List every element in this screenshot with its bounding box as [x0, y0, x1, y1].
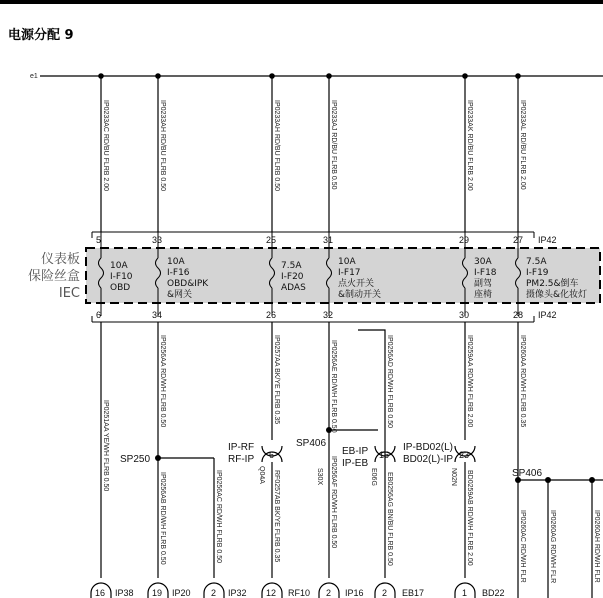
connector-IP16: [319, 583, 364, 598]
wire-label: IP0256AA RD/WH FLRB 0.50: [159, 335, 166, 428]
lower-wire-labels: [102, 335, 526, 491]
inline-connector-label: IP-EB: [342, 458, 369, 469]
page-title: 电源分配 9: [8, 28, 74, 43]
fuse-rating: 10A: [338, 257, 356, 267]
inline-connector-label: IP-RF: [228, 442, 255, 453]
fuse-rating: 10A: [110, 261, 128, 271]
splice-label: SP406: [296, 438, 327, 449]
connector-EB17: [375, 583, 424, 598]
connector-name: BD22: [482, 588, 505, 598]
fuse-desc: OBD&IPK: [167, 279, 209, 289]
bottom-connectors: [91, 583, 505, 598]
fuse-id: I-F18: [474, 268, 497, 278]
wire-label: IP0256AC RD/WH FLRB 0.50: [215, 470, 222, 563]
wire-label: IP0256AF RD/WH FLRB 0.50: [330, 456, 337, 549]
fuse-id: I-F16: [167, 268, 190, 278]
inline-code: E06G: [370, 468, 377, 486]
fuse-desc: PM2.5&倒车: [526, 279, 579, 289]
power-bus: [30, 73, 603, 80]
connector-pin: 12: [266, 588, 277, 598]
inline-connectors: [228, 442, 475, 486]
wire-label: IP0260AC RD/WH FLR: [519, 510, 526, 583]
fuse-desc: 点火开关: [338, 279, 375, 289]
splice-label: SP250: [120, 454, 151, 465]
splice-label: SP406: [512, 468, 543, 479]
fuse-desc: &制动开关: [338, 290, 382, 300]
pin-label: 34: [152, 310, 163, 320]
wire-label: IP0233AC RD/BU FLRB 2.00: [102, 100, 109, 192]
inline-connector-label: IP-BD02(L): [403, 442, 454, 453]
connector-IP38: [91, 583, 134, 598]
wire-label: IP0233AJ RD/BU FLRB 0.50: [330, 100, 337, 190]
pin-label: 33: [152, 235, 163, 245]
inline-pin: 6: [269, 450, 275, 460]
wire-label: IP0260AH RD/WH FLR: [593, 510, 600, 583]
connector-IP32: [204, 583, 247, 598]
inline-pin: 23: [459, 450, 470, 460]
fuse-id: I-F20: [281, 272, 304, 282]
connector-pin: 2: [382, 588, 388, 598]
wire-label: IP0251AA YE/WH FLRB 0.50: [102, 400, 109, 492]
wire-label: IP0259AA RD/WH FLRB 2.00: [466, 335, 473, 428]
fuse-rating: 7.5A: [281, 261, 302, 271]
wire-label: IP0233AK RD/BU FLRB 2.00: [466, 100, 473, 191]
wire-label: RF0257AB BK/YE FLRB 0.35: [273, 470, 280, 563]
fuse-desc: 副驾: [474, 279, 493, 289]
top-wire-labels: [102, 100, 526, 191]
pin-label: 28: [513, 310, 524, 320]
pin-label: 5: [96, 235, 102, 245]
connector-pin: 2: [326, 588, 332, 598]
fuse-desc: OBD: [110, 283, 131, 293]
wire-label: IP0233AH RD/BU FLRB 0.50: [159, 100, 166, 192]
connector-pin: 19: [152, 588, 163, 598]
pin-label: 6: [96, 310, 102, 320]
inline-pin: 15: [379, 450, 390, 460]
fuse-rating: 10A: [167, 257, 185, 267]
inline-code: S30X: [316, 468, 323, 486]
connector-band-bottom: [92, 310, 557, 322]
pin-label: 29: [459, 235, 470, 245]
connector-name: IP32: [228, 588, 247, 598]
wire-label: IP0256AE RD/WH FLRB 0.50: [330, 340, 337, 433]
wire-label: IP0260AG RD/WH FLR: [549, 510, 556, 584]
wire-label: IP0260AA RD/WH FLRB 0.35: [519, 335, 526, 428]
fuse-id: I-F17: [338, 268, 361, 278]
pin-label: 25: [266, 235, 277, 245]
fuse-box-title: IEC: [58, 286, 80, 301]
connector-label: IP42: [538, 235, 557, 245]
fuse-id: I-F19: [526, 268, 549, 278]
wire-label: IP0233AL RD/BU FLRB 2.00: [519, 100, 526, 190]
connector-name: EB17: [402, 588, 425, 598]
source-mark: e1: [30, 73, 38, 80]
pin-label: 26: [266, 310, 277, 320]
connector-name: IP16: [345, 588, 364, 598]
connector-name: RF10: [288, 588, 311, 598]
connector-BD22: [455, 583, 505, 598]
fuse-id: I-F10: [110, 272, 133, 282]
inline-connector-label: BD02(L)-IP: [403, 454, 454, 465]
fuse-desc: 摄像头&化妆灯: [526, 290, 588, 300]
connector-name: IP38: [115, 588, 134, 598]
wire-label: IP0256AB RD/WH FLRB 0.50: [159, 472, 166, 565]
inline-code: N02N: [450, 468, 457, 486]
pin-label: 32: [323, 310, 334, 320]
pin-label: 27: [513, 235, 524, 245]
pin-label: 31: [323, 235, 334, 245]
connector-pin: 2: [211, 588, 217, 598]
fuse-desc: &网关: [167, 290, 193, 300]
connector-pin: 1: [462, 588, 468, 598]
wire-label: IP0256AD RD/WH FLRB 0.50: [386, 335, 393, 428]
connector-pin: 16: [95, 588, 106, 598]
inline-connector-label: RF-IP: [228, 454, 255, 465]
fuse-box-title: 保险丝盒: [27, 269, 80, 284]
connector-IP20: [148, 583, 191, 598]
fuse-rating: 7.5A: [526, 257, 547, 267]
connector-label: IP42: [538, 310, 557, 320]
inline-code: Q04A: [258, 466, 265, 484]
inline-connector-label: EB-IP: [342, 446, 369, 457]
fuse-desc: 座椅: [474, 290, 493, 300]
connector-name: IP20: [172, 588, 191, 598]
pin-label: 30: [459, 310, 470, 320]
fuse-desc: ADAS: [281, 283, 306, 293]
fuse-box-title: 仪表板: [40, 252, 80, 267]
wire-label: IP0233AH RD/BU FLRB 0.50: [273, 100, 280, 192]
connector-band-top: [92, 232, 557, 245]
fuse-rating: 30A: [474, 257, 492, 267]
wire-label: BD0259AB RD/WH FLRB 2.00: [466, 470, 473, 566]
wire-label: IP0257AA BK/YE FLRB 0.35: [273, 335, 280, 425]
connector-RF10: [262, 583, 310, 598]
wire-label: EB0256AG BN/BU FLRB 0.50: [386, 472, 393, 566]
